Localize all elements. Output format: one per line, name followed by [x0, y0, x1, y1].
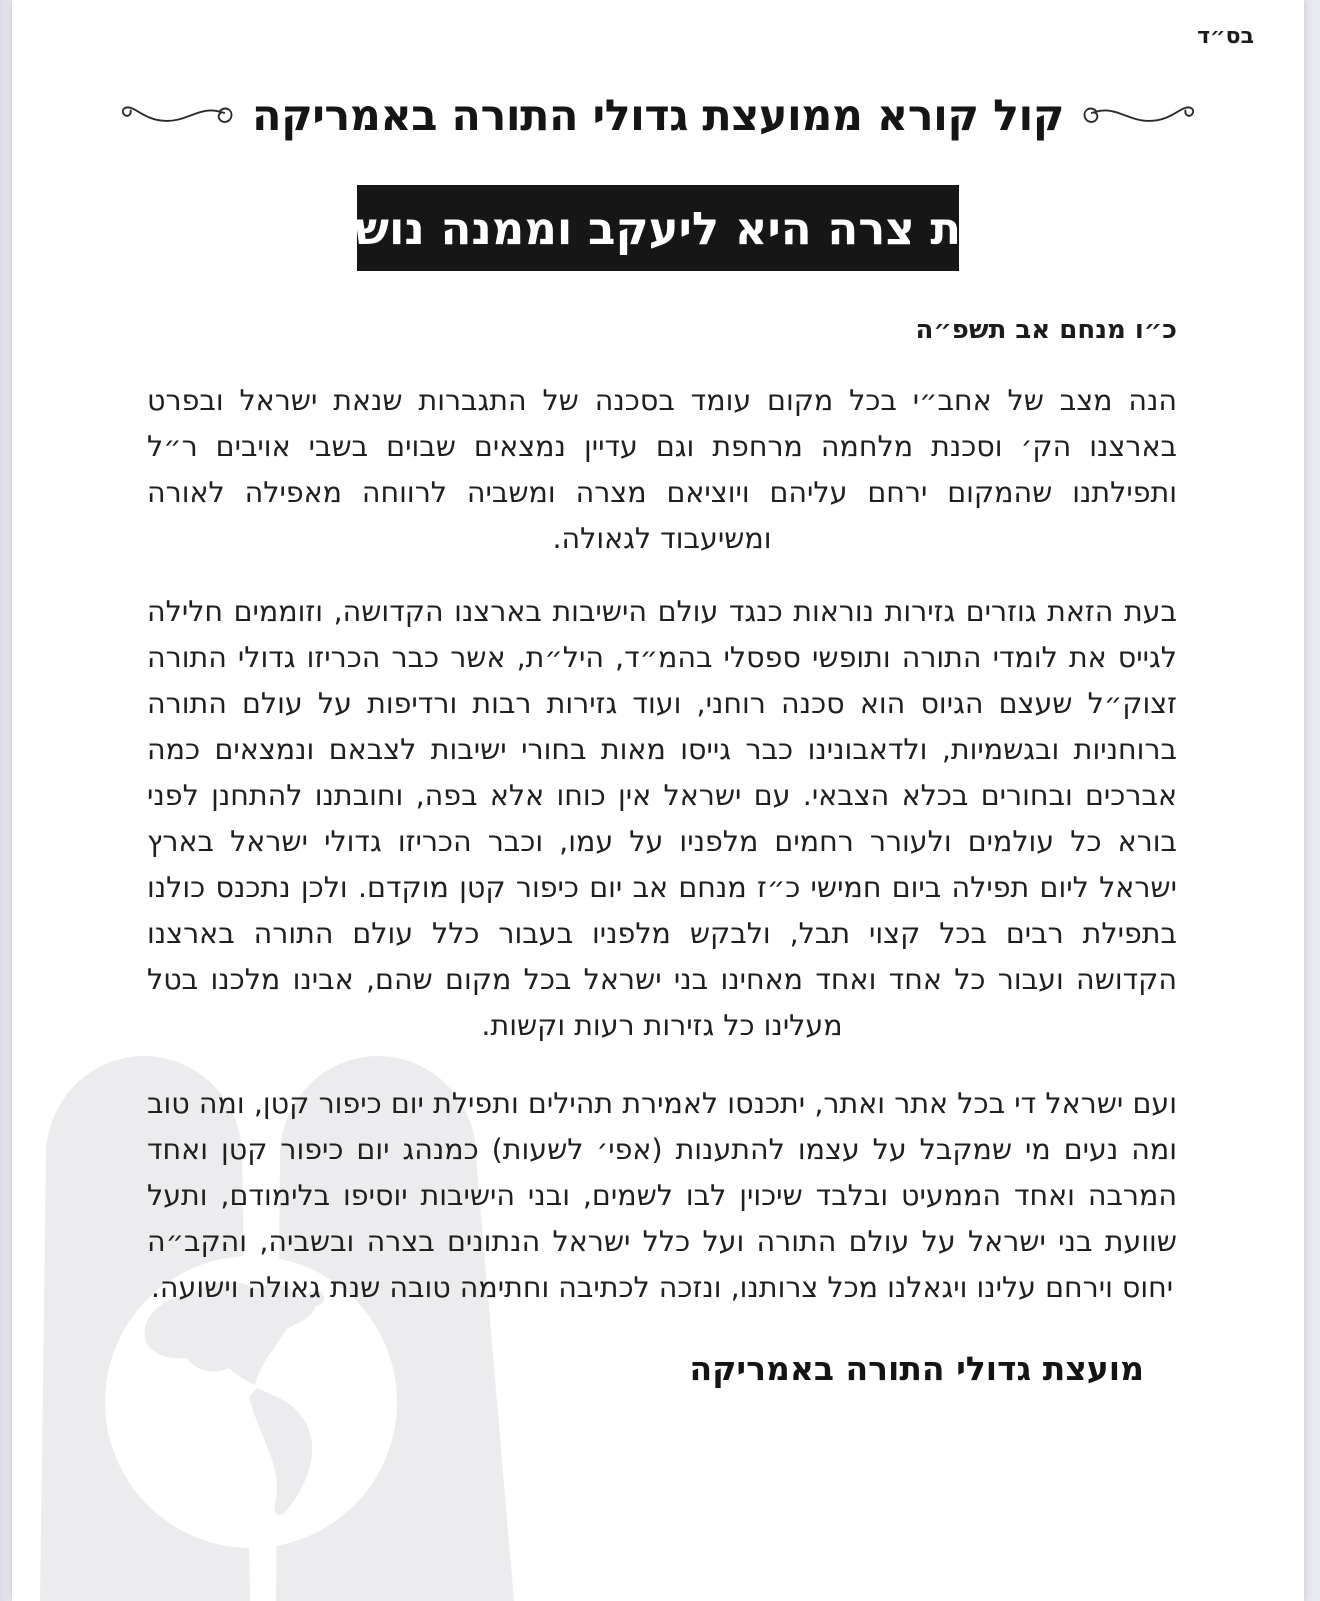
swash-ornament-right-icon — [118, 94, 236, 138]
title-row — [12, 91, 1304, 141]
hebrew-date: כ״ו מנחם אב תשפ״ה — [915, 315, 1177, 345]
swash-ornament-left-icon — [1080, 94, 1198, 138]
body-paragraph: בעת הזאת גוזרים גזירות נוראות כנגד עולם הישיבות בארצנו הקדושה, וזוממים חלילה לגייס את לומדי התורה ותופשי ספסלי בהמ״ד, היל״ת, אשר כבר הכריזו גדולי התורה זצוק״ל שעצם הגיוס הוא סכנה רוחני, ועוד גזירות רבות ורדיפות על עולם התורה ברוחניות ובגשמיות, ולדאבונינו כבר גייסו מאות בחורי ישיבות לצבאם ונמצאים כמה אברכים ובחורים בכלא הצבאי. עם ישראל אין כוחו אלא בפה, וחובתנו להתחנן לפני בורא כל עולמים ולעורר רחמים מלפניו על עמו, וכבר הכריזו גדולי ישראל בארץ ישראל ליום תפילה ביום חמישי כ״ז מנחם אב יום כיפור קטן מוקדם. ולכן נתכנס כולנו בתפילת רבים בכל קצוי תבל, ולבקש מלפניו בעבור כלל עולם התורה בארצנו הקדושה ועבור כל אחד ואחד מאחינו בני ישראל בכל מקום שהם, אבינו מלכנו בטל מעלינו כל גזירות רעות וקשות. — [147, 595, 1177, 1042]
page-title: קול קורא ממועצת גדולי התורה באמריקה — [252, 91, 1064, 141]
signature-line: מועצת גדולי התורה באמריקה — [689, 1349, 1144, 1388]
body-paragraph: ועם ישראל די בכל אתר ואתר, יתכנסו לאמירת תהילים ותפילת יום כיפור קטן, ומה טוב ומה נעים מי שמקבל על עצמו להתענות (אפי׳ לשעות) כמנהג יום כיפור קטן ואחד המרבה ואחד הממעיט ובלבד שיכוין לבו לשמים, ובני הישיבות יוסיפו בלימודם, ותעל שוועת בני ישראל על עולם התורה ועל כלל ישראל הנתונים בצרה ובשביה, והקב״ה יחוס וירחם עלינו ויגאלנו מכל צרותנו, ונזכה לכתיבה וחתימה טובה שנת גאולה וישועה. — [147, 1087, 1177, 1304]
document-page — [12, 0, 1304, 1601]
letter-body — [12, 345, 1304, 1311]
headline-banner-text: עת צרה היא ליעקב וממנה נושע — [324, 201, 992, 255]
body-paragraph: הנה מצב של אחב״י בכל מקום עומד בסכנה של התגברות שנאת ישראל ובפרט בארצנו הק׳ וסכנת מלחמה מרחפת וגם עדיין נמצאים שבוים בשבי אויבים ר״ל ותפילתנו שהמקום ירחם עליהם ויוציאם מצרה ומשביה לרווחה מאפילה לאורה ומשיעבוד לגאולה. — [147, 384, 1177, 555]
headline-banner — [324, 185, 992, 271]
besod-header: בס״ד — [1197, 24, 1254, 49]
